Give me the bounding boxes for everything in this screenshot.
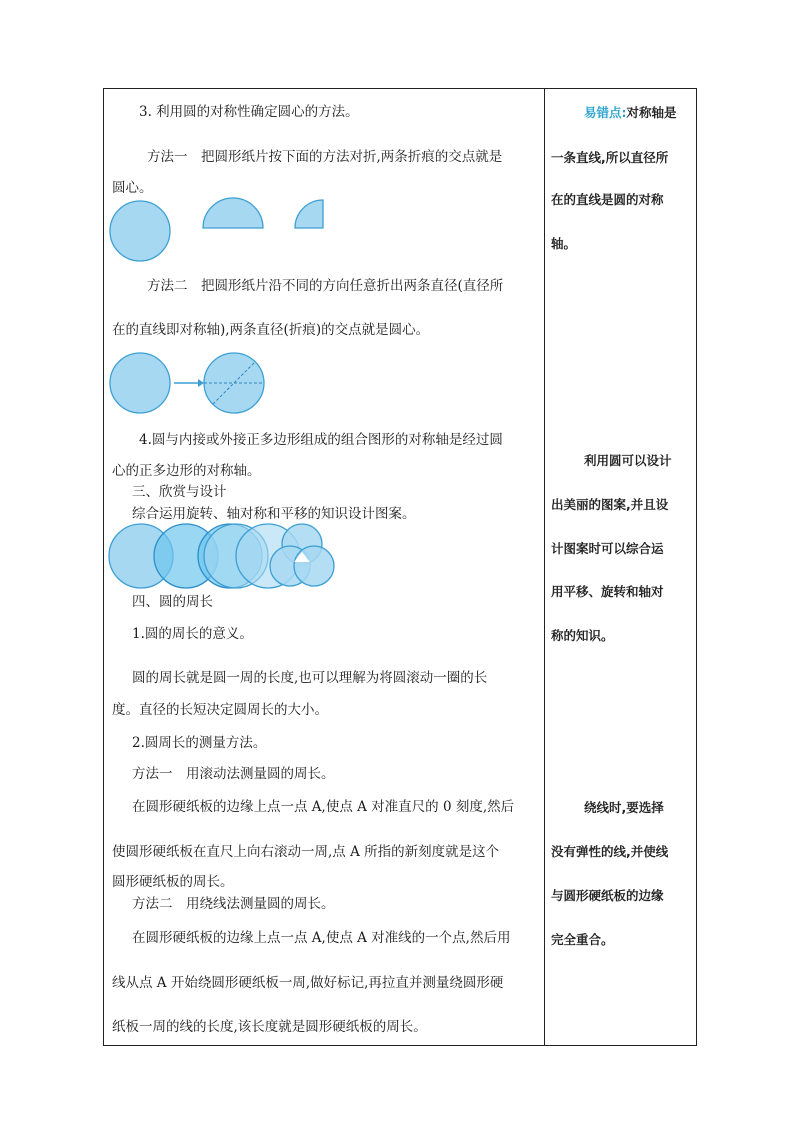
measure2-line3: 纸板一周的线的长度,该长度就是圆形硬纸板的周长。: [112, 1019, 427, 1035]
column-divider: [544, 88, 545, 1046]
note3-line4: 完全重合。: [551, 932, 614, 947]
arrow-head-icon: [198, 379, 204, 387]
item-4-line1: 4.圆与内接或外接正多边形组成的组合图形的对称轴是经过圆: [139, 432, 503, 448]
note2-line1: 利用圆可以设计: [584, 453, 672, 468]
measure1-line1: 在圆形硬纸板的边缘上点一点 A,使点 A 对准直尺的 0 刻度,然后: [132, 799, 515, 815]
method2-text-line2: 在的直线即对称轴),两条直径(折痕)的交点就是圆心。: [112, 322, 430, 338]
note2-line3: 计图案时可以综合运: [551, 541, 664, 556]
full-circle-shape: [110, 201, 170, 261]
note1-line4: 轴。: [551, 236, 577, 251]
plain-circle-shape: [110, 353, 170, 413]
sub-1-heading: 1.圆的周长的意义。: [132, 626, 253, 642]
note3-line1: 绕线时,要选择: [584, 800, 664, 815]
measure1-line3: 圆形硬纸板的周长。: [112, 874, 234, 890]
sub-2-heading: 2.圆周长的测量方法。: [132, 735, 267, 751]
section-4-heading: 四、圆的周长: [132, 594, 213, 610]
note2-line5: 称的知识。: [551, 628, 614, 643]
note2-line4: 用平移、旋转和轴对: [551, 584, 664, 599]
semicircle-shape: [203, 198, 263, 228]
error-point-label: 易错点:: [584, 105, 627, 120]
meaning-line1: 圆的周长就是圆一周的长度,也可以理解为将圆滚动一圈的长: [132, 670, 488, 686]
method1-text-line2: 圆心。: [112, 180, 153, 196]
measure2-line2: 线从点 A 开始绕圆形硬纸板一周,做好标记,再拉直并测量绕圆形硬: [112, 975, 504, 991]
fold-illustration: [108, 198, 338, 264]
pattern-illustration: [108, 522, 348, 592]
measure2-line1: 在圆形硬纸板的边缘上点一点 A,使点 A 对准线的一个点,然后用: [132, 930, 511, 946]
method2-text-line1: 方法二 把圆形纸片沿不同的方向任意折出两条直径(直径所: [147, 278, 504, 294]
section-3-heading: 三、欣赏与设计: [132, 484, 227, 500]
item-4-line2: 心的正多边形的对称轴。: [112, 463, 261, 479]
item-3-heading: 3. 利用圆的对称性确定圆心的方法。: [139, 104, 359, 120]
quarter-circle-shape: [295, 200, 323, 228]
note2-line2: 出美丽的图案,并且设: [551, 497, 669, 512]
section-3-text: 综合运用旋转、轴对称和平移的知识设计图案。: [132, 506, 416, 522]
note1-line2: 一条直线,所以直径所: [551, 150, 669, 165]
note3-line2: 没有弹性的线,并使线: [551, 844, 669, 859]
diameter-illustration: [108, 350, 278, 416]
measure2-heading: 方法二 用绕线法测量圆的周长。: [132, 896, 335, 912]
overlapping-circles-pattern: [109, 524, 300, 588]
measure1-heading: 方法一 用滚动法测量圆的周长。: [132, 766, 335, 782]
method1-text-line1: 方法一 把圆形纸片按下面的方法对折,两条折痕的交点就是: [147, 149, 503, 165]
meaning-line2: 度。直径的长短决定圆周长的大小。: [112, 702, 328, 718]
note1-line3: 在的直线是圆的对称: [551, 192, 664, 207]
note1-line1: 易错点:对称轴是: [584, 105, 677, 120]
measure1-line2: 使圆形硬纸板在直尺上向右滚动一周,点 A 所指的新刻度就是这个: [112, 844, 500, 860]
note3-line3: 与圆形硬纸板的边缘: [551, 888, 664, 903]
